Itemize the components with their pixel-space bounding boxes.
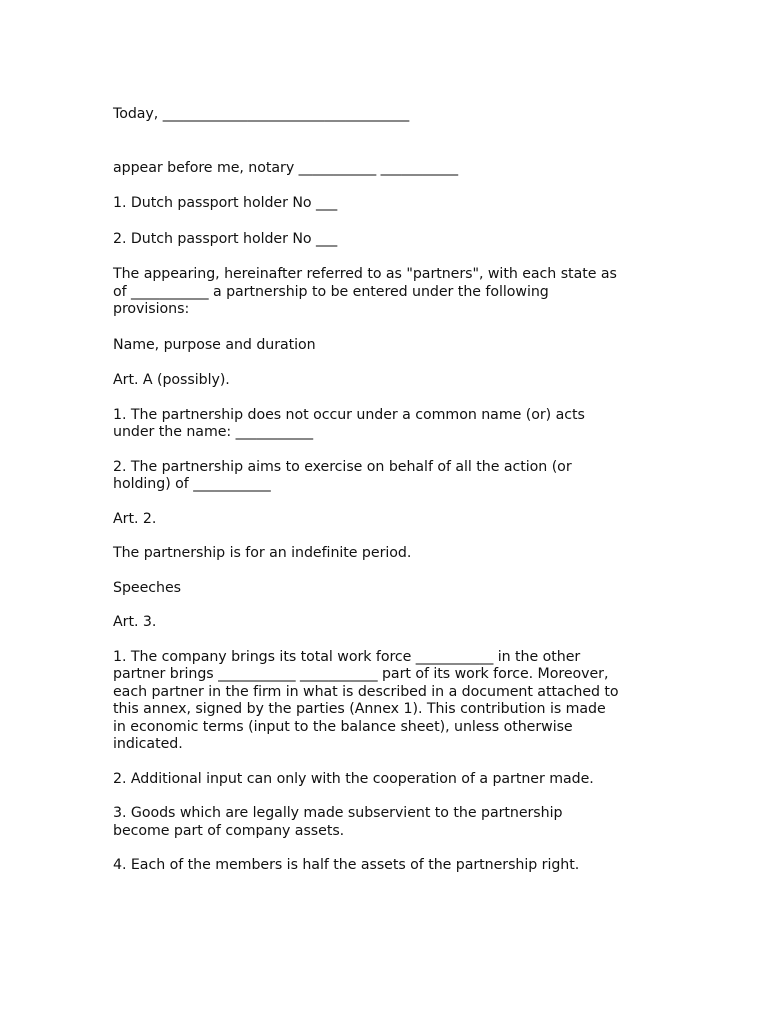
passport-holder-1: 1. Dutch passport holder No ___ — [113, 195, 338, 211]
article-3-clause-4: 4. Each of the members is half the assets of the partnership right. — [113, 857, 580, 873]
article-2-text: The partnership is for an indefinite period. — [113, 545, 412, 561]
article-3-heading: Art. 3. — [113, 614, 157, 630]
passport-holder-2: 2. Dutch passport holder No ___ — [113, 230, 338, 247]
section-heading-speeches: Speeches — [113, 579, 181, 596]
article-3-clause-2: 2. Additional input can only with the cooperation of a partner made. — [113, 770, 594, 787]
appearing-paragraph: The appearing, hereinafter referred to as "partners", with each state as of ___________ a partnership to be entered under the following provisions: — [113, 266, 617, 317]
notary-line: appear before me, notary ___________ ___________ — [113, 159, 459, 176]
document-body — [113, 106, 673, 875]
article-3-clause-1: 1. The company brings its total work force ___________ in the other partner brings ___________ ___________ part of its work force. Moreover, each partner in the firm in what is described in a document attached to this annex, signed by the parties (Annex 1). This contribution is made in economic terms (input to the balance sheet), unless otherwise indicated. — [113, 648, 619, 752]
article-3-clause-3: 3. Goods which are legally made subservient to the partnership become part of company assets. — [113, 805, 563, 839]
section-heading-name-purpose: Name, purpose and duration — [113, 336, 316, 353]
today-line: Today, ___________________________________ — [113, 106, 410, 122]
article-2-heading: Art. 2. — [113, 510, 157, 527]
article-a-heading: Art. A (possibly). — [113, 372, 230, 388]
article-a-clause-2: 2. The partnership aims to exercise on behalf of all the action (or holding) of ___________ — [113, 458, 572, 492]
article-a-clause-1: 1. The partnership does not occur under a common name (or) acts under the name: ___________ — [113, 406, 585, 440]
